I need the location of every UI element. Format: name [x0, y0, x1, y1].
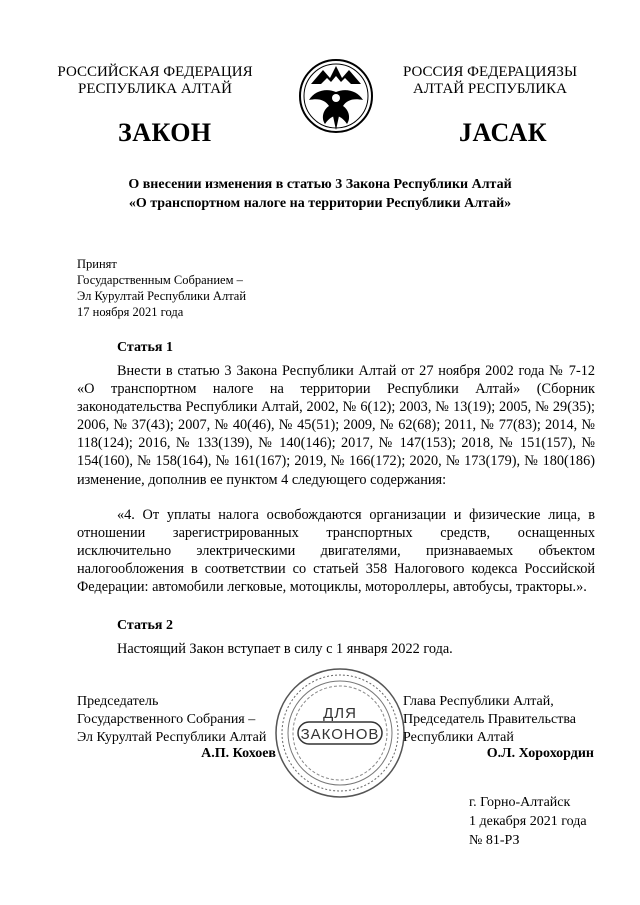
article2-para1: Настоящий Закон вступает в силу с 1 января 2022 года. [117, 641, 453, 657]
footer-date: 1 декабря 2021 года [469, 814, 587, 829]
signature-right [403, 693, 576, 747]
article1-para1-block [77, 362, 595, 489]
sig-left-line3: Эл Курултай Республики Алтай [77, 730, 267, 745]
document-title [60, 175, 580, 213]
law-title-alt: JАСАК [459, 118, 548, 147]
article1-heading: Статья 1 [117, 340, 173, 355]
adopted-line4: 17 ноября 2021 года [77, 305, 184, 319]
article1-para1: Внести в статью 3 Закона Республики Алтай от 27 ноября 2002 года № 7-12 «О транспортном налоге на территории Республики Алтай» (Сборник законодательства Республики Алтай, 2002, № 6(12); 2003, № 13(19); 2005, № 29(35); 2006, № 37(43); 2007, № 40(46), № 45(51); 2009, № 62(68); 2011, № 77(83); 2014, № 118(124); 2016, № 133(139), № 140(146); 2017, № 147(153); 2018, № 151(157), № 154(160), № 158(164), № 161(167); 2019, № 166(172); 2020, № 173(179), № 180(186) изменение, дополнив ее пунктом 4 следующего содержания: [77, 363, 595, 488]
adopted-line2: Государственным Собранием – [77, 273, 243, 287]
stamp-line2: ЗАКОНОВ [300, 726, 380, 743]
sig-right-line1: Глава Республики Алтай, [403, 694, 554, 709]
signature-left [77, 693, 266, 747]
article2-heading: Статья 2 [117, 618, 173, 633]
article1-para2-block [77, 506, 595, 596]
title-line1: О внесении изменения в статью 3 Закона Республики Алтай [128, 177, 512, 192]
header-right-line1: РОССИЯ ФЕДЕРАЦИЯЗЫ [402, 64, 578, 80]
sig-left-line1: Председатель [77, 694, 159, 709]
stamp-line1: ДЛЯ [323, 705, 357, 722]
sig-left-name-wrap [77, 745, 276, 763]
sig-left-name: А.П. Кохоев [201, 746, 276, 761]
sig-right-name: О.Л. Хорохордин [486, 746, 594, 761]
adopted-line3: Эл Курултай Республики Алтай [77, 289, 247, 303]
footer-number: № 81-РЗ [469, 833, 520, 848]
adoption-block [77, 256, 246, 320]
article2-para1-block [77, 640, 595, 658]
title-line2: «О транспортном налоге на территории Республики Алтай» [128, 196, 512, 211]
article1-para2: «4. От уплаты налога освобождаются организации и физические лица, в отношении зарегистрированных транспортных средств, оснащенных исключительно электрическими двигателями, признаваемых объектом налогообложения в соответствии со статьей 358 Налогового кодекса Российской Федерации: автомобили легковые, мотоциклы, мотороллеры, автобусы, тракторы.». [77, 507, 595, 596]
sig-right-line3: Республики Алтай [403, 730, 514, 745]
header-right-line2: АЛТАЙ РЕСПУБЛИКА [413, 81, 567, 97]
header-left-line2: РЕСПУБЛИКА АЛТАЙ [78, 81, 232, 97]
header-left-line1: РОССИЙСКАЯ ФЕДЕРАЦИЯ [57, 64, 253, 80]
stamp [272, 665, 408, 801]
coat-of-arms-emblem [297, 54, 375, 144]
sig-right-name-wrap [403, 745, 594, 763]
sig-left-line2: Государственного Собрания – [77, 712, 256, 727]
adopted-line1: Принят [77, 257, 117, 271]
law-title-ru: ЗАКОН [118, 118, 212, 147]
footer-block [469, 793, 587, 850]
footer-city: г. Горно-Алтайск [469, 795, 571, 810]
sig-right-line2: Председатель Правительства [403, 712, 576, 727]
